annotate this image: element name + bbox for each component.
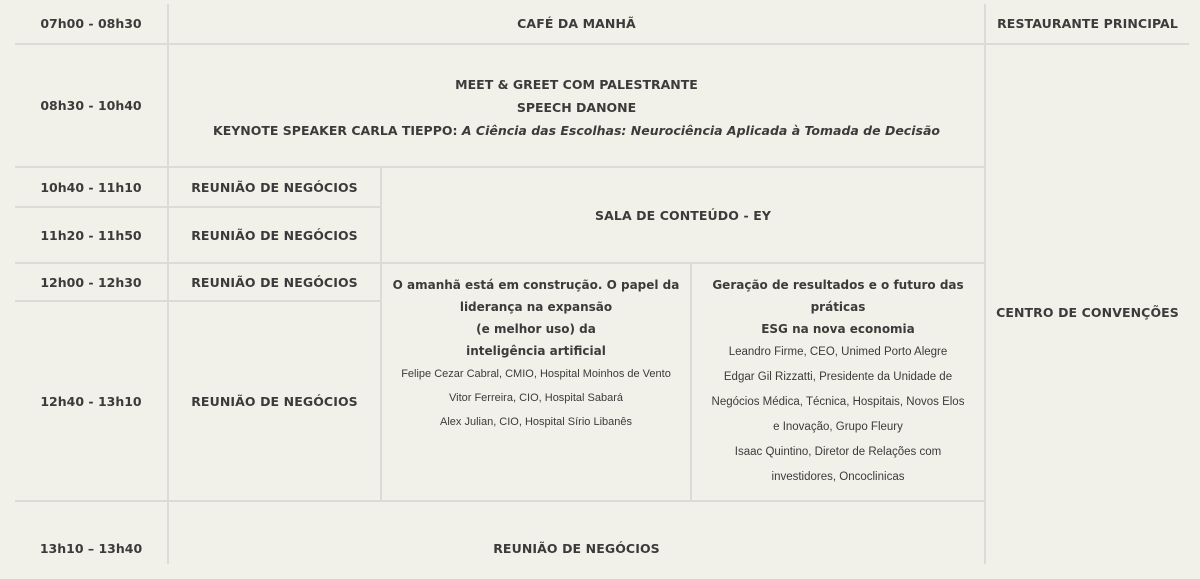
event-cell [169,208,380,262]
keynote-cell [169,45,984,166]
location-label: RESTAURANTE PRINCIPAL [997,16,1178,31]
panel-ai-title-line: (e melhor uso) da [476,322,596,336]
panel-esg-cell [692,274,984,500]
time-label: 13h10 – 13h40 [39,541,143,556]
panel-esg-title-line: práticas [810,300,866,314]
event-cell [169,264,380,300]
panel-esg-title-line: Geração de resultados e o futuro das [712,278,964,292]
panel-esg-speaker-line: Isaac Quintino, Diretor de Relações com [734,446,942,458]
keynote-title: A Ciência das Escolhas: Neurociência Aplicada à Tomada de Decisão [461,123,940,138]
panel-esg-title-line: ESG na nova economia [761,322,915,336]
panel-ai-speaker: Felipe Cezar Cabral, CMIO, Hospital Moinhos de Vento [401,368,671,380]
panel-ai-cell [382,274,690,500]
time-slot [15,302,167,500]
time-slot [15,502,167,564]
event-label: REUNIÃO DE NEGÓCIOS [191,393,358,409]
event-label: REUNIÃO DE NEGÓCIOS [191,274,358,290]
event-label: REUNIÃO DE NEGÓCIOS [191,227,358,243]
panel-esg-speaker-line: Leandro Firme, CEO, Unimed Porto Alegre [728,346,948,358]
time-label: 11h20 - 11h50 [40,227,142,243]
panel-ai-title-line: liderança na expansão [459,300,613,314]
event-cell [169,168,380,206]
time-label: 12h40 - 13h10 [40,393,142,409]
time-label: 10h40 - 11h10 [40,179,142,195]
panel-ai-title-line: O amanhã está em construção. O papel da [392,278,680,292]
meet-greet-label: MEET & GREET COM PALESTRANTE [455,77,698,92]
location-cell [986,45,1189,579]
time-label: 12h00 - 12h30 [40,274,142,290]
location-label: CENTRO DE CONVENÇÕES [996,304,1179,320]
time-slot [15,208,167,262]
time-slot [15,45,167,166]
location-cell [986,4,1189,43]
event-cell [169,302,380,500]
content-room-label: SALA DE CONTEÚDO - EY [595,207,771,223]
event-cell [169,4,984,43]
panel-ai-title-line: inteligência artificial [466,344,606,358]
time-slot [15,4,167,43]
panel-esg-speaker-line: e Inovação, Grupo Fleury [773,421,903,433]
speech-label: SPEECH DANONE [516,100,637,115]
content-room-cell [382,168,984,262]
event-label: REUNIÃO DE NEGÓCIOS [493,541,660,556]
event-label: REUNIÃO DE NEGÓCIOS [191,179,358,195]
panel-ai-speaker: Alex Julian, CIO, Hospital Sírio Libanês [440,416,632,428]
panel-esg-speaker-line: investidores, Oncoclinicas [771,471,905,483]
keynote-prefix: KEYNOTE SPEAKER CARLA TIEPPO: [213,123,458,138]
time-label: 08h30 - 10h40 [40,98,142,113]
panel-esg-speaker-line: Edgar Gil Rizzatti, Presidente da Unidade de [723,371,953,383]
time-slot [15,168,167,206]
event-label: CAFÉ DA MANHÃ [517,16,636,31]
event-cell [169,502,984,564]
time-slot [15,264,167,300]
panel-esg-speaker-line: Negócios Médica, Técnica, Hospitais, Novos Elos [711,396,965,408]
panel-ai-speaker: Vitor Ferreira, CIO, Hospital Sabará [448,392,624,404]
time-label: 07h00 - 08h30 [40,16,142,31]
